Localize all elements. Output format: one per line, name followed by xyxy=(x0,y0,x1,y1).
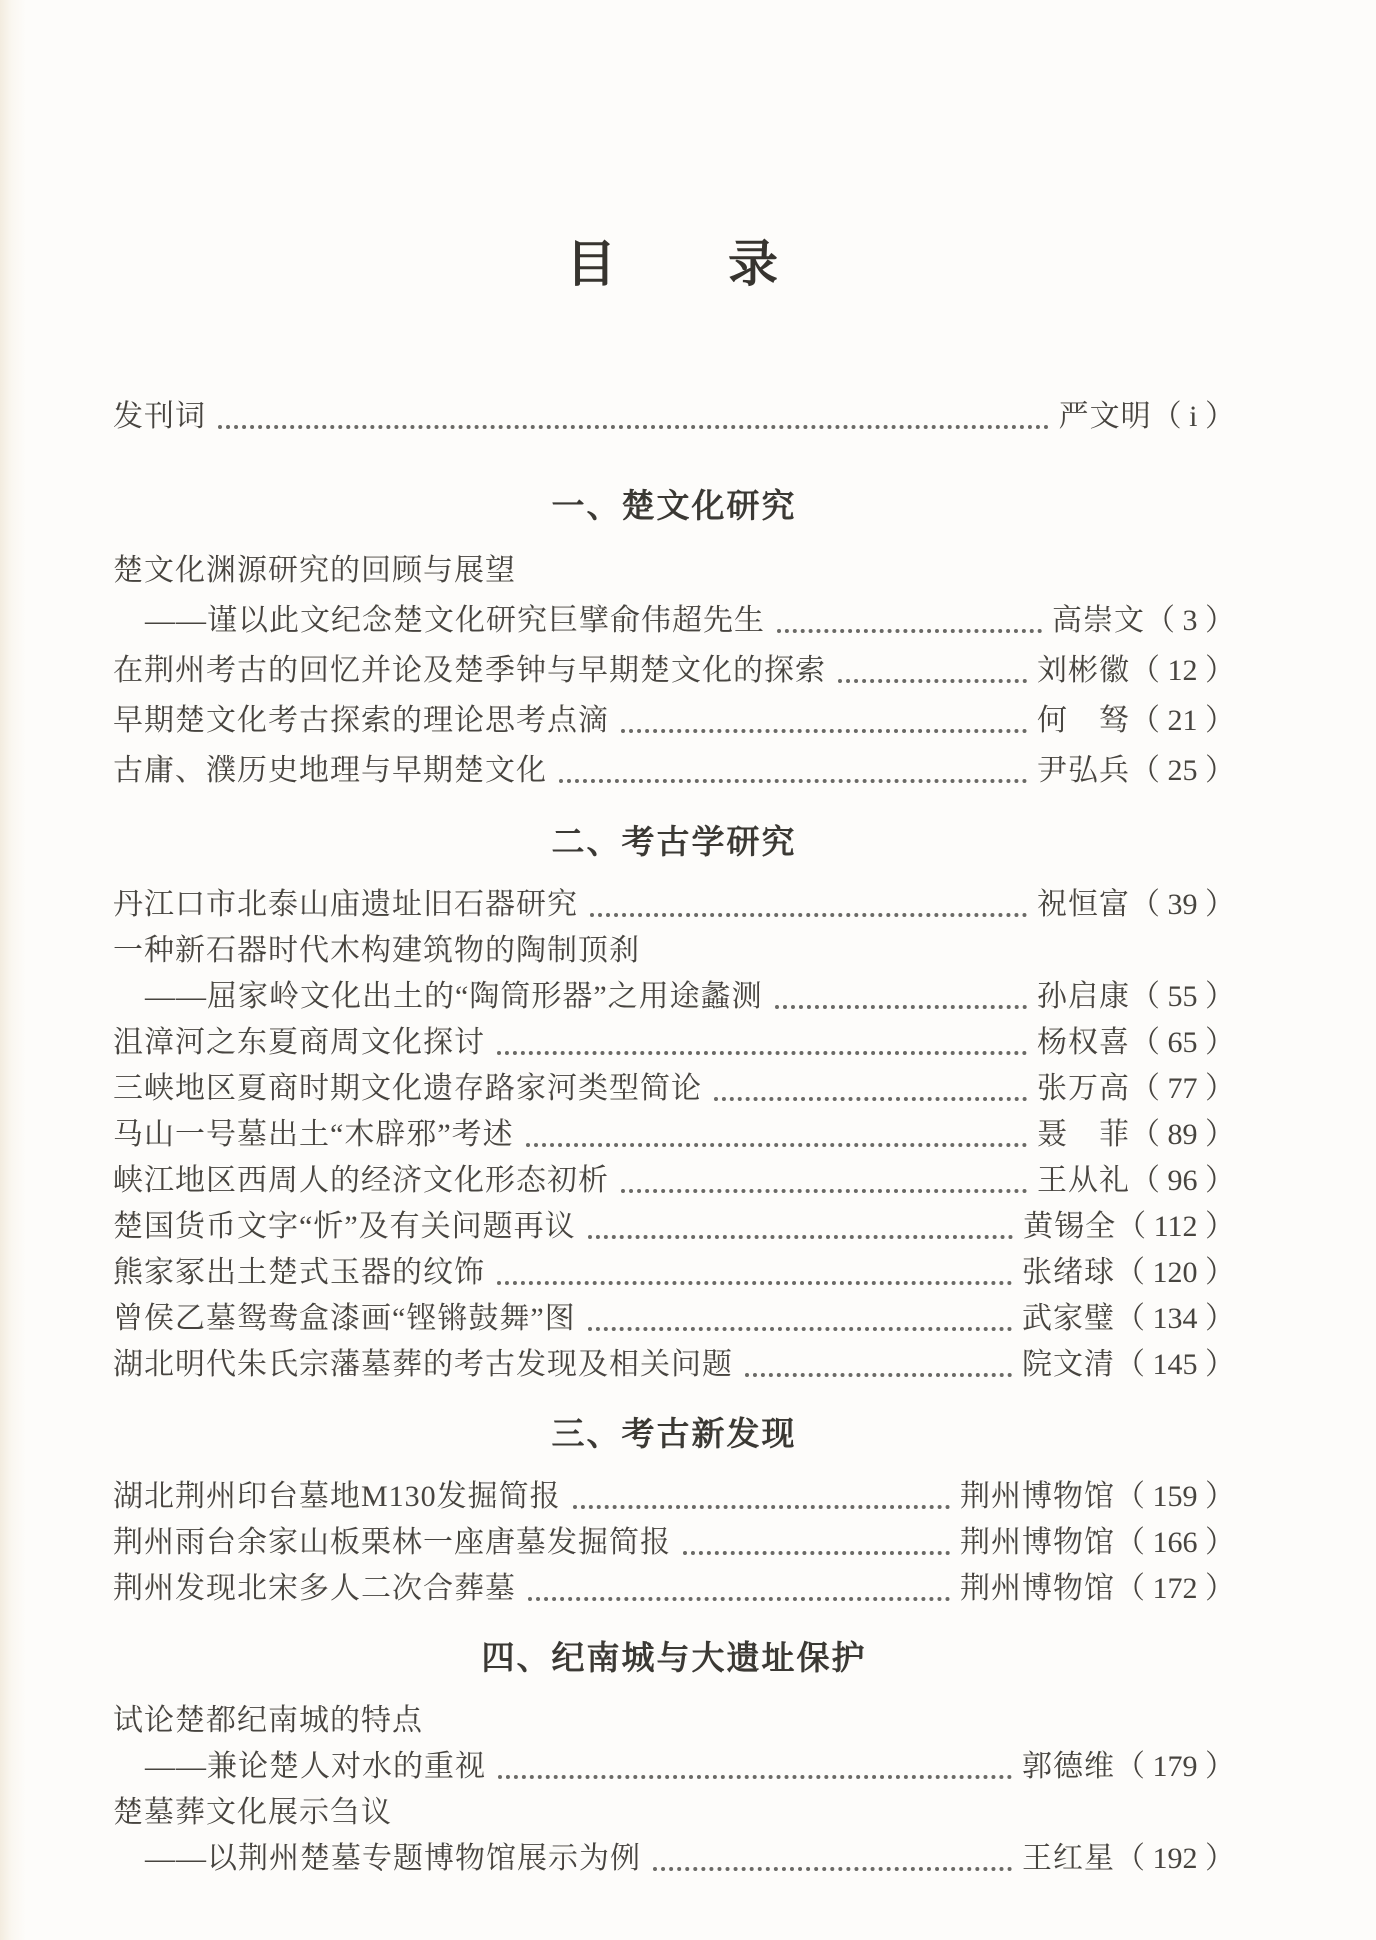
dot-leader xyxy=(712,1066,1029,1112)
toc-entry-line xyxy=(113,596,1235,646)
toc-entry-line xyxy=(113,1296,1235,1342)
section-entry-list xyxy=(113,1698,1235,1882)
entry-title: 丹江口市北泰山庙遗址旧石器研究 xyxy=(113,888,578,921)
section-entry-list xyxy=(113,882,1235,1388)
entry-page: （ 192 ） xyxy=(1115,1842,1235,1875)
entry-author: 王从礼 xyxy=(1037,1164,1130,1197)
entry-author: 孙启康 xyxy=(1037,980,1130,1013)
toc-entry-line xyxy=(113,974,1235,1020)
dot-leader xyxy=(619,1158,1029,1204)
toc-entry-line xyxy=(113,646,1235,696)
entry-title: ——屈家岭文化出土的“陶筒形器”之用途蠡测 xyxy=(145,980,763,1013)
entry-author: 荆州博物馆 xyxy=(960,1572,1115,1605)
entry-author: 张绪球 xyxy=(1022,1256,1115,1289)
section-entry-list xyxy=(113,1474,1235,1612)
toc-entry-line xyxy=(113,1836,1235,1882)
entry-author: 杨权喜 xyxy=(1037,1026,1130,1059)
dot-leader xyxy=(524,1112,1029,1158)
toc-entry-line xyxy=(113,1250,1235,1296)
entry-page: （ 179 ） xyxy=(1115,1750,1235,1783)
entry-title: ——兼论楚人对水的重视 xyxy=(145,1750,486,1783)
entry-title: 湖北明代朱氏宗藩墓葬的考古发现及相关问题 xyxy=(113,1348,733,1381)
entry-title: ——以荆州楚墓专题博物馆展示为例 xyxy=(145,1842,641,1875)
toc-entry-line xyxy=(113,1698,1235,1744)
dot-leader xyxy=(216,392,1051,442)
dot-leader xyxy=(836,646,1029,696)
dot-leader xyxy=(586,1204,1015,1250)
toc-entry-line xyxy=(113,882,1235,928)
toc-entry-line xyxy=(113,1204,1235,1250)
dot-leader xyxy=(571,1474,952,1520)
toc-entry-line xyxy=(113,1474,1235,1520)
entry-page: （ 77 ） xyxy=(1130,1072,1235,1105)
entry-page: （ 25 ） xyxy=(1130,754,1235,787)
entry-title: 熊家冢出土楚式玉器的纹饰 xyxy=(113,1256,485,1289)
entry-page: （ 120 ） xyxy=(1115,1256,1235,1289)
dot-leader xyxy=(651,1836,1014,1882)
dot-leader xyxy=(557,746,1029,796)
toc-section xyxy=(113,1416,1235,1612)
entry-author: 郭德维 xyxy=(1022,1750,1115,1783)
entry-page: （ 3 ） xyxy=(1145,604,1235,637)
toc-section xyxy=(113,488,1235,796)
entry-page: （ 112 ） xyxy=(1116,1210,1235,1243)
toc-entry-line xyxy=(113,1566,1235,1612)
dot-leader xyxy=(681,1520,952,1566)
section-heading: 四、纪南城与大遗址保护 xyxy=(481,1639,867,1676)
dot-leader xyxy=(743,1342,1014,1388)
entry-page: （ 65 ） xyxy=(1130,1026,1235,1059)
entry-page: （ 21 ） xyxy=(1130,704,1235,737)
dot-leader xyxy=(775,596,1044,646)
entry-title: 曾侯乙墓鸳鸯盒漆画“铿锵鼓舞”图 xyxy=(113,1302,576,1335)
entry-title: 马山一号墓出土“木辟邪”考述 xyxy=(113,1118,514,1151)
dot-leader xyxy=(619,696,1029,746)
entry-title: 峡江地区西周人的经济文化形态初析 xyxy=(113,1164,609,1197)
entry-page: （ 89 ） xyxy=(1130,1118,1235,1151)
entry-author: 武家璧 xyxy=(1022,1302,1115,1335)
toc-section xyxy=(113,824,1235,1388)
entry-author: 荆州博物馆 xyxy=(960,1480,1115,1513)
toc-entry-line xyxy=(113,746,1235,796)
section-heading: 二、考古学研究 xyxy=(551,823,797,860)
entry-title: 楚国货币文字“忻”及有关问题再议 xyxy=(113,1210,576,1243)
entry-author: 高崇文 xyxy=(1052,604,1145,637)
entry-author: 聂 菲 xyxy=(1037,1118,1130,1151)
toc-entry-line xyxy=(113,1066,1235,1112)
toc-entry-line xyxy=(113,1342,1235,1388)
toc-entry-line xyxy=(113,1790,1235,1836)
entry-author: 刘彬徽 xyxy=(1037,654,1130,687)
entry-title: ——谨以此文纪念楚文化研究巨擘俞伟超先生 xyxy=(145,604,765,637)
dot-leader xyxy=(526,1566,952,1612)
entry-title: 一种新石器时代木构建筑物的陶制顶刹 xyxy=(113,934,640,967)
toc-list xyxy=(113,392,1235,1882)
entry-author: 严文明 xyxy=(1058,400,1152,433)
toc-section xyxy=(113,392,1235,442)
entry-title: 沮漳河之东夏商周文化探讨 xyxy=(113,1026,485,1059)
entry-author: 尹弘兵 xyxy=(1037,754,1130,787)
toc-entry-line xyxy=(113,1158,1235,1204)
entry-author: 院文清 xyxy=(1022,1348,1115,1381)
toc-entry-line xyxy=(113,696,1235,746)
dot-leader xyxy=(773,974,1029,1020)
entry-page: （ i ） xyxy=(1151,400,1235,433)
entry-page: （ 39 ） xyxy=(1130,888,1235,921)
toc-entry-line xyxy=(113,546,1235,596)
page-title: 目 录 xyxy=(566,236,782,292)
entry-page: （ 55 ） xyxy=(1130,980,1235,1013)
entry-title: 楚墓葬文化展示刍议 xyxy=(113,1796,392,1829)
toc-entry-line xyxy=(113,392,1235,442)
section-heading: 三、考古新发现 xyxy=(551,1415,797,1452)
entry-title: 试论楚都纪南城的特点 xyxy=(113,1704,423,1737)
toc-entry-line xyxy=(113,1744,1235,1790)
entry-page: （ 12 ） xyxy=(1130,654,1235,687)
dot-leader xyxy=(586,1296,1014,1342)
toc-entry-line xyxy=(113,1520,1235,1566)
entry-title: 湖北荆州印台墓地M130发掘简报 xyxy=(113,1480,561,1513)
entry-author: 祝恒富 xyxy=(1037,888,1130,921)
toc-section xyxy=(113,1640,1235,1882)
toc-entry-line xyxy=(113,928,1235,974)
dot-leader xyxy=(495,1250,1014,1296)
toc-entry-line xyxy=(113,1112,1235,1158)
entry-title: 楚文化渊源研究的回顾与展望 xyxy=(113,554,516,587)
page-left-edge xyxy=(0,0,26,1940)
entry-page: （ 159 ） xyxy=(1115,1480,1235,1513)
entry-title: 三峡地区夏商时期文化遗存路家河类型简论 xyxy=(113,1072,702,1105)
entry-title: 在荆州考古的回忆并论及楚季钟与早期楚文化的探索 xyxy=(113,654,826,687)
toc-entry-line xyxy=(113,1020,1235,1066)
dot-leader xyxy=(588,882,1029,928)
dot-leader xyxy=(496,1744,1014,1790)
entry-author: 张万高 xyxy=(1037,1072,1130,1105)
entry-author: 黄锡全 xyxy=(1023,1210,1117,1243)
entry-page: （ 145 ） xyxy=(1115,1348,1235,1381)
entry-author: 荆州博物馆 xyxy=(960,1526,1115,1559)
entry-page: （ 172 ） xyxy=(1115,1572,1235,1605)
entry-page: （ 134 ） xyxy=(1115,1302,1235,1335)
entry-title: 发刊词 xyxy=(113,400,206,433)
section-entry-list xyxy=(113,546,1235,796)
entry-author: 何 驽 xyxy=(1037,704,1130,737)
section-entry-list xyxy=(113,392,1235,442)
entry-title: 荆州雨台余家山板栗林一座唐墓发掘简报 xyxy=(113,1526,671,1559)
dot-leader xyxy=(495,1020,1029,1066)
entry-title: 早期楚文化考古探索的理论思考点滴 xyxy=(113,704,609,737)
entry-page: （ 96 ） xyxy=(1130,1164,1235,1197)
entry-author: 王红星 xyxy=(1022,1842,1115,1875)
section-heading: 一、楚文化研究 xyxy=(551,487,797,524)
entry-title: 荆州发现北宋多人二次合葬墓 xyxy=(113,1572,516,1605)
entry-title: 古庸、濮历史地理与早期楚文化 xyxy=(113,754,547,787)
entry-page: （ 166 ） xyxy=(1115,1526,1235,1559)
page-content xyxy=(113,0,1235,1882)
